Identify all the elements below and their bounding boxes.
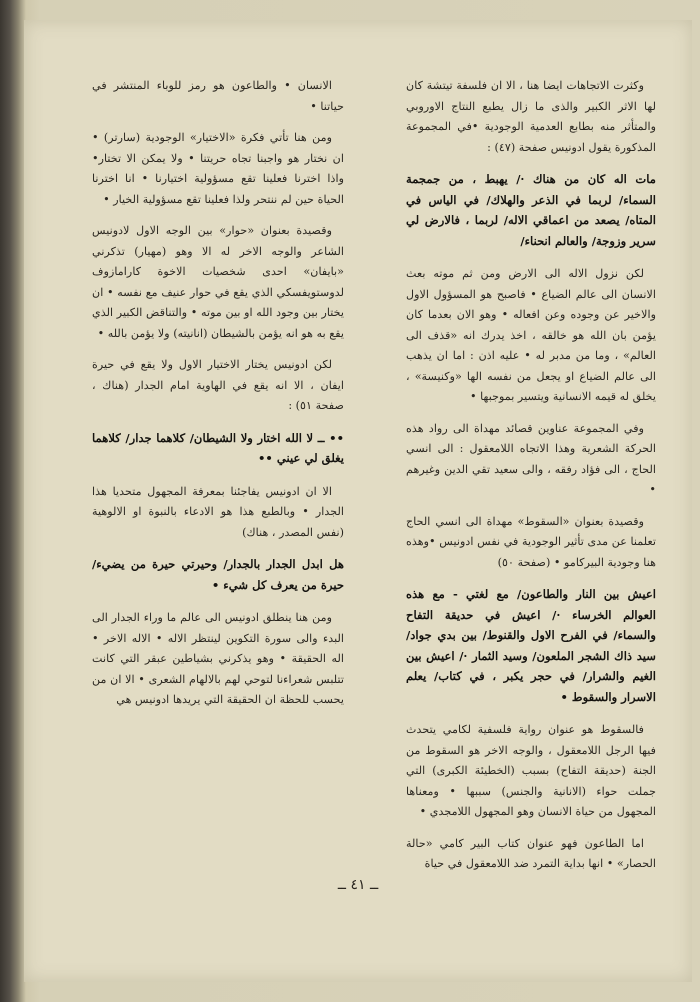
paragraph: ومن هنا تأتي فكرة «الاختيار» الوجودية (سارتر) • ان نختار هو واجبنا تجاه حريتنا • ولا يمكن الا تختار• واذا اخترنا فعلينا تقع مسؤولية اختيارنا • انا اخترنا الحياة حين لم ننتحر ولذا فعلينا تقع مسؤولية الخيار •: [92, 131, 344, 206]
paragraph: ومن هنا ينطلق ادونيس الى عالم ما وراء الجدار الى البدء والى سورة التكوين لينتظر الاله • الاله الاخر • اله الحقيقة • وهو يذكرني بشياطين عبقر التي كانت تتلبس شعراءنا لتوحي لهم بالالهام الشعرى • الا ان من يحسب للحظة ان الحقيقة التي يريدها ادونيس هي: [92, 611, 344, 706]
paragraph: وقصيدة بعنوان «السقوط» مهداة الى انسي الحاج تعلمنا عن مدى تأثير الوجودية في نفس ادونيس •وهذه هنا وجودية البيركامو • (صفحة ٥٠): [406, 514, 656, 569]
poem-quote: مات اله كان من هناك ·/ يهبط ، من جمجمة السماء/ لربما في الذعر والهلاك/ في الياس في المتاه/ يصعد من اعماقي الاله/ لربما ، فالارض لي سرير وزوجة/ والعالم انحناء/: [406, 172, 656, 248]
paragraph: وقصيدة بعنوان «حوار» بين الوجه الاول لادونيس الشاعر والوجه الاخر له الا وهو (مهيار) تذكرني «بايفان» احدى شخصيات الاخوة كارامازوف لدوستويفسكي الذي يقع في حوار عنيف مع نفسه • ان يختار بين وجود الله او بين موته • والتناقض الكبير الذي يقع به هو انه يؤمن بالشيطان (انانيته) ولا يؤمن بالله •: [92, 224, 344, 340]
paragraph: وكثرت الاتجاهات ايضا هنا ، الا ان فلسفة تيتشة كان لها الاثر الكبير والذى ما زال يطبع النتاج الاوروبي والمتأثر منه بطابع العدمية الوجودية •في المجموعة المذكورة يقول ادونيس صفحة (٤٧) :: [406, 79, 656, 154]
book-page: [24, 20, 692, 982]
paragraph: وفي المجموعة عناوين قصائد مهداة الى رواد هذه الحركة الشعرية وهذا الاتجاه اللامعقول : الى انسي الحاج ، الى فؤاد رفقه ، والى سعيد تقي الدين وغيرهم •: [406, 421, 656, 496]
page-number: ــ ٤١ ــ: [337, 877, 379, 893]
right-column: [406, 76, 656, 886]
paragraph: الا ان ادونيس يفاجئنا بمعرفة المجهول متحديا هذا الجدار • وبالطبع هذا هو الادعاء بالنبوة او الالوهية (نفس المصدر ، هناك): [92, 484, 344, 539]
paragraph: اما الطاعون فهو عنوان كتاب البير كامي «حالة الحصار» • انها بداية التمرد ضد اللامعقول في حياة: [406, 836, 656, 870]
left-column: [92, 76, 344, 722]
paragraph: الانسان • والطاعون هو رمز للوباء المنتشر في حياتنا •: [92, 79, 344, 113]
poem-quote: هل ابدل الجدار بالجدار/ وحيرتي حيرة من يضيء/ حيرة من يعرف كل شيء •: [92, 557, 344, 592]
paragraph: لكن ادونيس يختار الاختيار الاول ولا يقع في حيرة ايفان ، الا انه يقع في الهاوية امام الجدار (هناك ، صفحة ٥١) :: [92, 358, 344, 412]
poem-quote: •• ــ لا الله اختار ولا الشيطان/ كلاهما جدار/ كلاهما يغلق لي عيني ••: [92, 430, 344, 465]
paragraph: لكن نزول الاله الى الارض ومن ثم موته بعث الانسان الى عالم الضياع • فاصبح هو المسؤول الاول والاخير عن وجوده وعن افعاله • وهو الان بعدما كان يؤمن بان الله هو خالقه ، اخذ يدرك انه «قذف الى العالم» ، وما من مدبر له • عليه اذن : اما ان يذهب الى عالم الضياع او يجعل من نفسه الها «وكنيسة» ، يخلق له قيمه الانسانية ويتسير بموجبها •: [406, 267, 656, 403]
paragraph: فالسقوط هو عنوان رواية فلسفية لكامي يتحدث فيها الرجل اللامعقول ، والوجه الاخر هو السقوط من الجنة (حديقة التفاح) بسبب (الخطيئة الكبرى) التي جملت حواء (الانانية والجنس) سببها • ومعناها المجهول من حياة الانسان وهو المجهول اللامجدي •: [406, 723, 656, 818]
poem-quote: اعيش بين النار والطاعون/ مع لغتي - مع هذه العوالم الخرساء ·/ اعيش في حديقة التفاح والسماء/ في الفرح الاول والقنوط/ بين بدي جواد/ سيد ذاك الشجر الملعون/ وسيد الثمار ·/ اعيش بين الغيم والشرار/ في حجر يكبر ، في كتاب/ يعلم الاسرار والسقوط •: [406, 587, 656, 704]
